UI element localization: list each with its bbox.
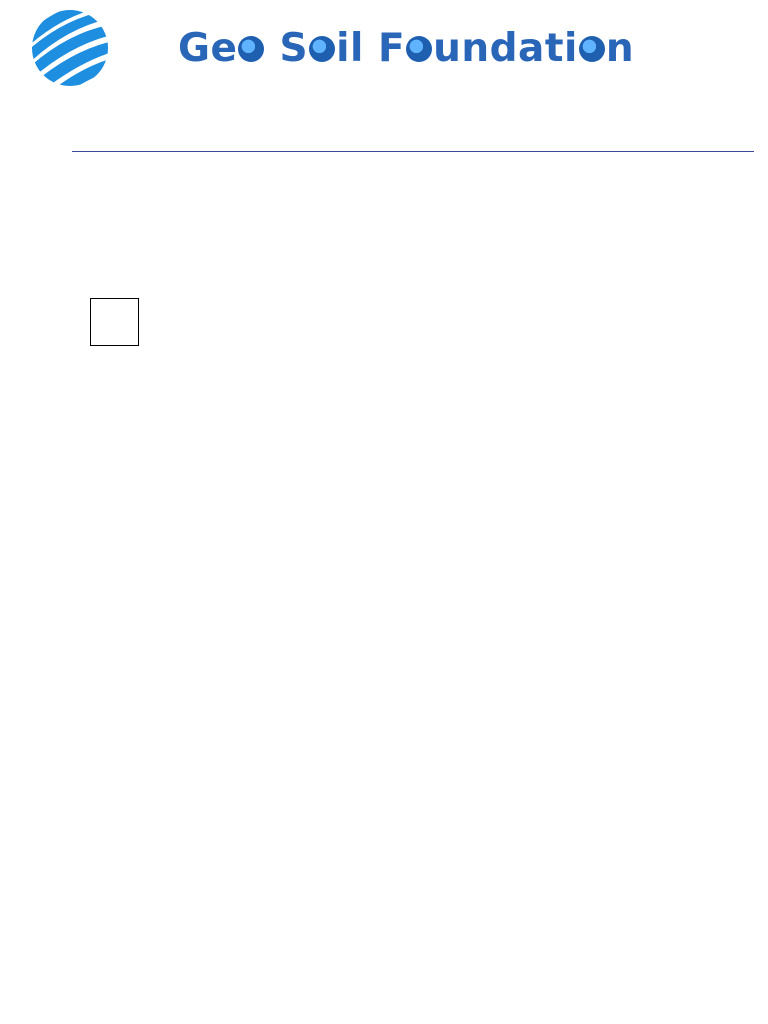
globe-logo-icon [30, 8, 110, 88]
company-brand-title: Ge S il F undati n [178, 26, 635, 71]
header-divider [72, 151, 754, 152]
quotation-table [90, 298, 742, 346]
table-header-row [91, 299, 742, 346]
services-list [0, 106, 768, 128]
header-sno [91, 299, 139, 346]
